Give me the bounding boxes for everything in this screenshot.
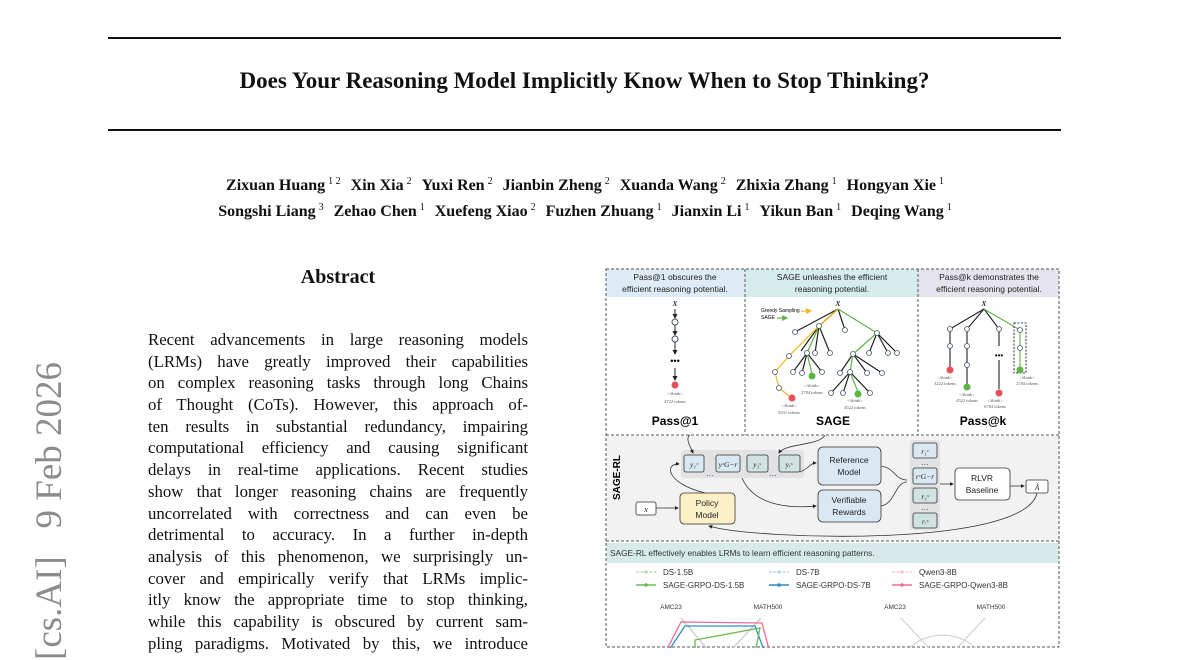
reference-model-label: Model	[837, 467, 861, 477]
legend-label: SAGE-GRPO-Qwen3-8B	[919, 581, 1008, 590]
author	[847, 177, 944, 194]
author-affiliation: 1	[946, 202, 952, 213]
passk-label: Pass@k	[959, 414, 1007, 428]
panel2-header-line1: SAGE unleashes the efficient	[776, 272, 888, 282]
rollout-label: y₁ˢ	[753, 460, 761, 469]
author-line-1	[100, 176, 1070, 195]
abstract-line: of Thought (CoTs). However, this approach of-	[148, 395, 528, 415]
svg-text:…: …	[769, 469, 777, 478]
verifiable-rewards-label: Rewards	[832, 507, 866, 517]
radar-axis-label: MATH500	[753, 604, 783, 611]
author-name: Yuxi Ren	[421, 177, 485, 195]
abstract-line: pling paradigms. Motivated by this, we introduce	[148, 633, 528, 653]
svg-text:</think>: </think>	[1019, 375, 1035, 380]
author-affiliation: 2	[406, 176, 412, 187]
passk-tree	[934, 298, 1038, 428]
author	[226, 177, 341, 194]
policy-model-label: Model	[695, 510, 719, 520]
reward-label: rᵣˢ	[921, 517, 929, 526]
abstract-line: detrimental to accuracy. In a further in-depth	[148, 525, 528, 545]
author	[851, 203, 952, 220]
author-name: Jianbin Zheng	[502, 177, 602, 195]
panel3-header-line2: efficient reasoning potential.	[936, 284, 1042, 294]
svg-text:…: …	[921, 458, 929, 467]
radar-axis-label: AMC23	[660, 604, 682, 611]
author	[546, 203, 662, 220]
radar-axis-label: AMC23	[884, 604, 906, 611]
author	[503, 177, 610, 194]
reward-label: r₁ᶜ	[921, 447, 929, 456]
panel2-header-line2: reasoning potential.	[794, 284, 870, 294]
rlvr-baseline-label: Baseline	[965, 485, 999, 495]
advantage-label: Â	[1034, 483, 1040, 492]
author-affiliation: 2	[530, 202, 536, 213]
abstract-line: on complex reasoning tasks through long Chains	[148, 373, 528, 393]
panel3-header-line1: Pass@k demonstrates the	[939, 272, 1039, 282]
token-count: 6784 tokens	[984, 404, 1006, 409]
author-name: Deqing Wang	[851, 203, 944, 221]
author-name: Xin Xia	[350, 177, 404, 195]
abstract-line: analysis of this phenomenon, we surprisingly un-	[148, 546, 528, 566]
abstract-line: itly know the appropriate time to stop thinking,	[148, 590, 528, 610]
abstract-line: uncorrelated with correctness and can even be	[148, 503, 528, 523]
legend-label: DS-1.5B	[663, 568, 694, 577]
token-count: 2784 tokens	[1016, 381, 1038, 386]
token-count: 6331 tokens	[778, 410, 800, 415]
paper-title: Does Your Reasoning Model Implicitly Know When to Stop Thinking?	[239, 68, 930, 93]
author-name: Zixuan Huang	[226, 177, 326, 195]
caption-band-text: SAGE-RL effectively enables LRMs to learn efficient reasoning patterns.	[610, 548, 875, 558]
abstract-line: delays in real-time applications. Recent studies	[148, 460, 528, 480]
svg-text:</think>: </think>	[987, 398, 1003, 403]
radar-right	[901, 618, 985, 648]
author-affiliation: 2	[720, 176, 726, 187]
bottom-rule	[108, 129, 1061, 131]
author-name: Xuanda Wang	[619, 177, 718, 195]
svg-text:</think>: </think>	[959, 392, 975, 397]
abstract-heading: Abstract	[300, 266, 376, 288]
teaser-figure	[605, 268, 1060, 648]
author-name: Fuzhen Zhuang	[545, 203, 654, 221]
author	[435, 203, 536, 220]
author	[218, 203, 323, 220]
legend-marker	[900, 570, 904, 574]
author-line-2	[100, 202, 1070, 221]
rollout-label: y₁ᶜ	[690, 460, 698, 469]
figure-svg	[605, 268, 1060, 648]
abstract-line: Recent advancements in large reasoning models	[148, 330, 528, 349]
author-affiliation: 1	[656, 202, 662, 213]
svg-text:•••: •••	[670, 356, 680, 366]
svg-text:</think>: </think>	[781, 403, 797, 408]
author-affiliation: 1	[419, 202, 425, 213]
sage-label: SAGE	[815, 414, 851, 428]
legend-label: SAGE-GRPO-DS-1.5B	[663, 581, 745, 590]
legend-sage: SAGE	[761, 315, 775, 321]
radar-legend	[636, 568, 1008, 590]
token-count: 4722 tokens	[664, 399, 686, 404]
token-count: 4522 tokens	[844, 405, 866, 410]
radar-axis-label: MATH500	[976, 604, 1006, 611]
abstract-line: ten results in substantial redundancy, impairing	[148, 416, 528, 436]
svg-text:</think>: </think>	[937, 375, 953, 380]
author-affiliation: 1	[831, 176, 837, 187]
policy-model-label: Policy	[695, 498, 719, 508]
author-name: Yikun Ban	[759, 203, 834, 221]
author	[620, 177, 726, 194]
author-affiliation: 1	[938, 176, 944, 187]
legend-marker	[777, 583, 781, 587]
author-affiliation: 2	[604, 176, 610, 187]
rollout-label: yᶜG−r	[718, 460, 738, 469]
author-affiliation: 2	[487, 176, 493, 187]
legend-marker	[644, 570, 648, 574]
panel1-header-line1: Pass@1 obscures the	[633, 272, 717, 282]
author-name: Hongyan Xie	[846, 177, 936, 195]
svg-text:</think>: </think>	[804, 383, 820, 388]
author-affiliation: 1	[836, 202, 842, 213]
legend-label: DS-7B	[796, 568, 820, 577]
author-name: Zehao Chen	[333, 203, 417, 221]
author-name: Songshi Liang	[218, 203, 316, 221]
svg-text:</think>: </think>	[847, 398, 863, 403]
reward-label: rᶜG−r	[915, 472, 935, 481]
rollout-label: yᵣˢ	[785, 460, 793, 469]
token-count: 3222 tokens	[934, 381, 956, 386]
abstract-line: while this capability is obscured by current sam-	[148, 611, 528, 631]
abstract-body	[148, 329, 528, 654]
svg-text:•••: •••	[994, 351, 1004, 360]
sage-rl-label: SAGE-RL	[612, 455, 623, 500]
x-symbol: x	[672, 298, 678, 309]
legend-label: SAGE-GRPO-DS-7B	[796, 581, 871, 590]
x-symbol: x	[835, 298, 841, 309]
x-input-label: x	[644, 504, 648, 514]
pass1-tree	[652, 298, 699, 428]
legend-marker	[777, 570, 781, 574]
author	[334, 203, 425, 220]
token-count: 2784 tokens	[801, 390, 823, 395]
panel1-header-line2: efficient reasoning potential.	[622, 284, 728, 294]
think-tag: </think>	[667, 391, 683, 396]
author	[422, 177, 493, 194]
legend-label: Qwen3-8B	[919, 568, 957, 577]
author-affiliation: 3	[318, 202, 324, 213]
abstract-line: show that longer reasoning chains are frequently	[148, 481, 528, 501]
verifiable-rewards-label: Verifiable	[831, 495, 867, 505]
abstract-line: (LRMs) have greatly improved their capabilities	[148, 351, 528, 371]
author	[759, 203, 841, 220]
abstract-line: computational efficiency and causing significant	[148, 438, 528, 458]
arxiv-stamp: [cs.AI] 9 Feb 2026	[29, 361, 70, 660]
reference-model-label: Reference	[829, 455, 869, 465]
legend-marker	[644, 583, 648, 587]
reference-model-box	[818, 447, 881, 485]
author	[672, 203, 750, 220]
reward-label: r₁ˢ	[921, 492, 929, 501]
legend-greedy: Greedy Sampling	[761, 308, 800, 314]
svg-text:…: …	[921, 503, 929, 512]
rlvr-baseline-label: RLVR	[970, 473, 994, 483]
author-affiliation: 1	[744, 202, 750, 213]
author-name: Zhixia Zhang	[735, 177, 829, 195]
author-name: Xuefeng Xiao	[434, 203, 528, 221]
sage-tree	[761, 298, 900, 428]
svg-text:…: …	[706, 469, 714, 478]
x-symbol: x	[981, 298, 987, 309]
author-name: Jianxin Li	[671, 203, 742, 221]
author	[736, 177, 837, 194]
author	[351, 177, 412, 194]
token-count: 4522 tokens	[956, 398, 978, 403]
legend-marker	[900, 583, 904, 587]
abstract-line: cover and empirically verify that LRMs implic-	[148, 568, 528, 588]
top-rule	[108, 37, 1061, 39]
radar-left	[665, 618, 770, 648]
pass1-label: Pass@1	[651, 414, 699, 428]
author-affiliation: 1 2	[328, 176, 341, 187]
